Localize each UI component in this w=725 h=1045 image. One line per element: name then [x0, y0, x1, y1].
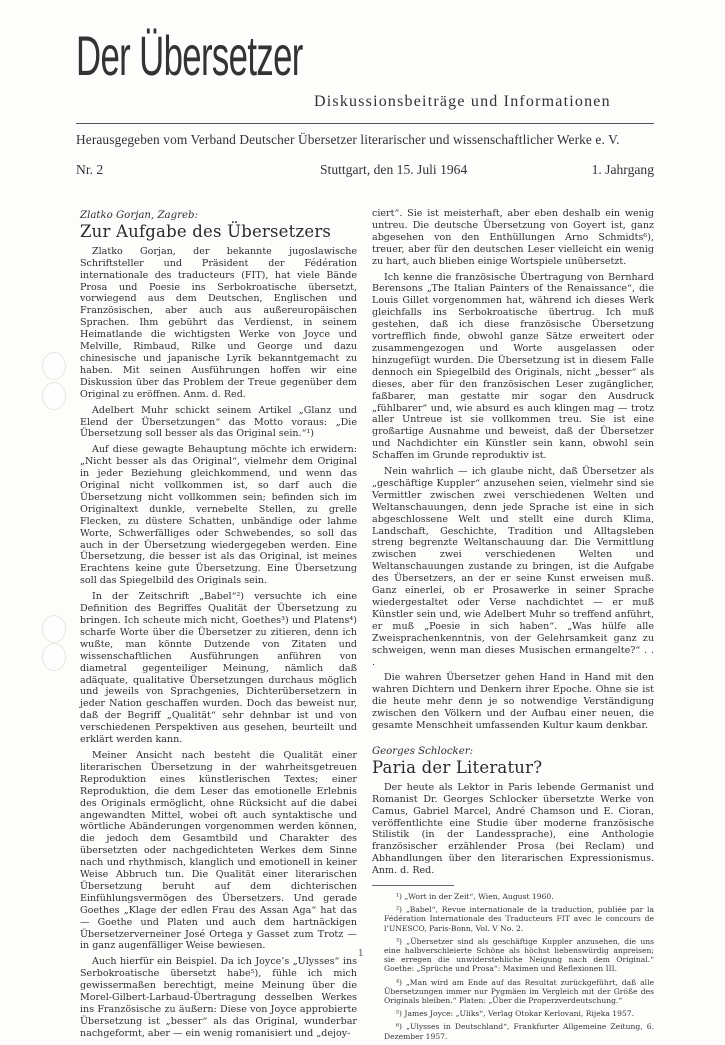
volume: 1. Jahrgang [591, 162, 654, 177]
article-paragraph: Adelbert Muhr schickt seinem Artikel „Glanz und Elend der Übersetzungen“ das Motto voraus: „Die Übersetzung soll besser als das Original sein.“¹) [80, 404, 357, 440]
place-date: Stuttgart, den 15. Juli 1964 [320, 162, 468, 177]
article-byline: Zlatko Gorjan, Zagreb: [80, 210, 198, 221]
article-paragraph: Auf diese gewagte Behauptung möchte ich erwidern: „Nicht besser als das Original“, vielmehr dem Original in jeder Beziehung gleichkommend, und wenn das Original nicht vollkommen ist, so darf auch die Übersetzung nicht vollkommen sein; befinden sich im Originaltext dunkle, vernebelte Stellen, zu grelle Flecken, zu düstere Schatten, unbändige oder lahme Worte, Schwerfälliges oder Schwebendes, so soll das auch in der Übersetzung wiedergegeben werden. Eine Übersetzung, die besser ist als das Original, ist meines Erachtens keine gute Übersetzung. Eine Übersetzung soll das Spiegelbild des Originals sein. [80, 444, 357, 587]
footnote: ⁵) James Joyce: „Uliks“, Verlag Otokar Kerlovani, Rijeka 1957. [396, 1009, 635, 1019]
punch-hole [42, 382, 66, 410]
article-title: Zur Aufgabe des Übersetzers [80, 221, 332, 241]
article-byline: Georges Schlocker: [372, 745, 474, 757]
footnote-divider [372, 885, 454, 886]
article-paragraph: Der heute als Lektor in Paris lebende Germanist und Romanist Dr. Georges Schlocker übersetzte Werke von Camus, Gabriel Marcel, André Chamson und E. Cioran, veröffentlichte eine Studie über moderne französische Stilistik (in der Landessprache), eine Anthologie französischer erzählender Prosa (bei Reclam) und Abhandlungen über den literarischen Expressionismus. Anm. d. Red. [372, 781, 654, 877]
article-paragraph: In der Zeitschrift „Babel“²) versuchte ich eine Definition des Begriffes Qualität der Übersetzung zu bringen. Ich scheute mich nicht, Goethes³) und Platens⁴) scharfe Worte über die Übersetzer zu zitieren, denn ich wußte, man könnte Dutzende von Zitaten und wissenschaftlichen Ausführungen anführen von diametral gegenteiliger Meinung, nämlich daß adäquate, qualitative Übersetzungen durchaus möglich und jeweils von Sprachgenies, Dichterübersetzern in jeder Nation geschaffen wurden. Doch das beweist nur, daß der Begriff „Qualität“ sehr dehnbar ist und von verschiedenen Perspektiven aus gesehen, beurteilt und erklärt werden kann. [80, 591, 357, 746]
punch-hole [42, 615, 66, 643]
punch-hole [42, 643, 66, 671]
publisher-line: Herausgegeben vom Verband Deutscher Übersetzer literarischer und wissenschaftlicher Werke e. V. [76, 132, 620, 147]
footnote: ³) „Übersetzer sind als geschäftige Kuppler anzusehen, die uns eine halbverschleierte Schöne als höchst liebenswürdig anpreisen; sie erregen die unwiderstehliche Neigung nach dem Original.“ Goethe: „Sprüche und Prosa“: Maximen und Reflexionen III. [384, 936, 654, 974]
punch-hole [42, 352, 66, 380]
masthead-subtitle: Diskussionsbeiträge und Informationen [314, 93, 611, 110]
article-paragraph: Ich kenne die französische Übertragung von Bernhard Berensons „The Italian Painters of the Renaissance“, die Louis Gillet vorgenommen hat, während ich dieses Werk gleichfalls ins Serbokroatische übertrug. Ich muß gestehen, daß ich diese französische Übersetzung vortrefflich finde, obwohl ganze Sätze erweitert oder zusammengezogen und Worte ausgelassen oder hinzugefügt wurden. Die Übersetzung ist in diesem Falle dennoch ein Spiegelbild des Originals, nicht „besser“ als dieses, aber für den französischen Leser zugänglicher, faßbarer, man gestatte mir sogar den Ausdruck „fühlbarer“ und, wie absurd es auch klingen mag — trotz aller Untreue ist sie vollkommen treu. Sie ist eine großartige Ausnahme und beweist, daß der Übersetzer und Nachdichter ein Künstler sein kann, obwohl sein Schaffen im Grunde reproduktiv ist. [372, 271, 654, 462]
page-number: 1 [358, 949, 364, 959]
article-paragraph: Meiner Ansicht nach besteht die Qualität einer literarischen Übersetzung in der wahrheitsgetreuen Reproduktion eines künstlerischen Textes; einer Reproduktion, die dem Leser das emotionelle Erlebnis des Originals ermöglicht, ohne Rücksicht auf die dabei angewandten Mittel, wobei oft auch syntaktische und wörtliche Abänderungen vorgenommen werden können, die jedoch dem Gesamtbild und Charakter des übersetzten oder nachgedichteten Werkes dem Sinne nach und rhythmisch, klanglich und emotionell in keiner Weise Abbruch tun. Die Qualität einer literarischen Übersetzung beruht auf dem dichterischen Einfühlungsvermögen des Übersetzers. Und gerade Goethes „Klage der edlen Frau des Assan Aga“ hat das — Goethe und Platen und auch dem hartnäckigen Übersetzerverneiner José Ortega y Gasset zum Trotz — in ganz augenfälliger Weise bewiesen. [80, 749, 357, 952]
article-paragraph: ciert“. Sie ist meisterhaft, aber eben deshalb ein wenig untreu. Die deutsche Übersetzung von Goyert ist, ganz abgesehen von den Enthüllungen Arno Schmidts⁶), treuer, aber für den deutschen Leser vielleicht ein wenig zu hart, auch blieben einige Wortspiele unübersetzt. [372, 208, 654, 267]
article-paragraph: Auch hierfür ein Beispiel. Da ich Joyce’s „Ulysses“ ins Serbokroatische übersetzt habe⁵), fühle ich mich gewissermaßen berechtigt, meine Meinung über die Morel-Gilbert-Larbaud-Übertragung desselben Werkes ins Französische zu äußern: Diese von Joyce approbierte Übersetzung ist „besser“ als das Original, wunderbar nachgeformt, aber — ein wenig romanisiert und „dejoy- [80, 956, 357, 1039]
masthead-title: Der Übersetzer [76, 24, 303, 87]
footnote: ²) „Babel“, Revue internationale de la traduction, publiée par la Fédération Internationale des Traducteurs FIT avec le concours de l’UNESCO, Paris-Bonn, Vol. V No. 2. [384, 905, 654, 933]
article-paragraph: Die wahren Übersetzer gehen Hand in Hand mit den wahren Dichtern und Denkern ihrer Epoche. Ohne sie ist die heute mehr denn je so notwendige Verständigung zwischen den Völkern und der Aufbau einer neuen, die gesamte Menschheit umfassenden Kultur kaum denkbar. [372, 672, 654, 732]
footnote: ⁶) „Ulysses in Deutschland“, Frankfurter Allgemeine Zeitung, 6. Dezember 1957. [384, 1022, 654, 1041]
article-paragraph: Nein wahrlich — ich glaube nicht, daß Übersetzer als „geschäftige Kuppler“ anzusehen seien, vielmehr sind sie Vermittler zwischen zwei verschiedenen Welten und Weltanschauungen, denn jede Sprache ist eine in sich abgeschlossene Welt und stellt eine durch Klima, Landschaft, Geschichte, Tradition und Alltagsleben streng begrenzte Weltanschauung dar. Die Vermittlung zwischen zwei verschiedenen Welten und Weltanschauungen zustande zu bringen, ist die Aufgabe des Übersetzers, an der er seine Kunst erweisen muß. Ganz einerlei, ob er Prosawerke in seiner Sprache wiedergestaltet oder Verse nachdichtet — er muß Künstler sein und, wie Adelbert Muhr so treffend anführt, er muß „Poesie in sich haben“. „Was hülfe alle Zweisprachenkenntnis, von der Gelehrsamkeit ganz zu schweigen, wenn man dieses Musischen ermangelte?“ . . . [372, 466, 654, 668]
article-title: Paria der Literatur? [372, 757, 543, 777]
footnote: ⁴) „Man wird am Ende auf das Resultat zurückgeführt, daß alle Übersetzungen immer nur Pygmäen im Vergleich mit der Größe des Originals bleiben.“ Platen: „Über die Properzverdeutschung.“ [384, 977, 654, 1006]
issue-number: Nr. 2 [76, 162, 104, 177]
left-column [80, 210, 357, 1044]
masthead-rule [76, 123, 654, 124]
right-column [372, 208, 654, 1045]
footnote: ¹) „Wort in der Zeit“, Wien, August 1960. [396, 892, 554, 902]
article-paragraph: Zlatko Gorjan, der bekannte jugoslawische Schriftsteller und Präsident der Fédération internationale des traducteurs (FIT), hat viele Bände Prosa und Poesie ins Serbokroatische übersetzt, vorwiegend aus dem Deutschen, Englischen und Französischen, aber auch aus außereuropäischen Sprachen. Ihm gebührt das Verdienst, in seinem Heimatlande die wichtigsten Werke von Joyce und Melville, Rimbaud, Rilke und George und dazu chinesische und japanische Lyrik bekanntgemacht zu haben. Mit seinen Ausführungen hoffen wir eine Diskussion über das Problem der Treue gegenüber dem Original zu eröffnen. Anm. d. Red. [80, 245, 357, 400]
